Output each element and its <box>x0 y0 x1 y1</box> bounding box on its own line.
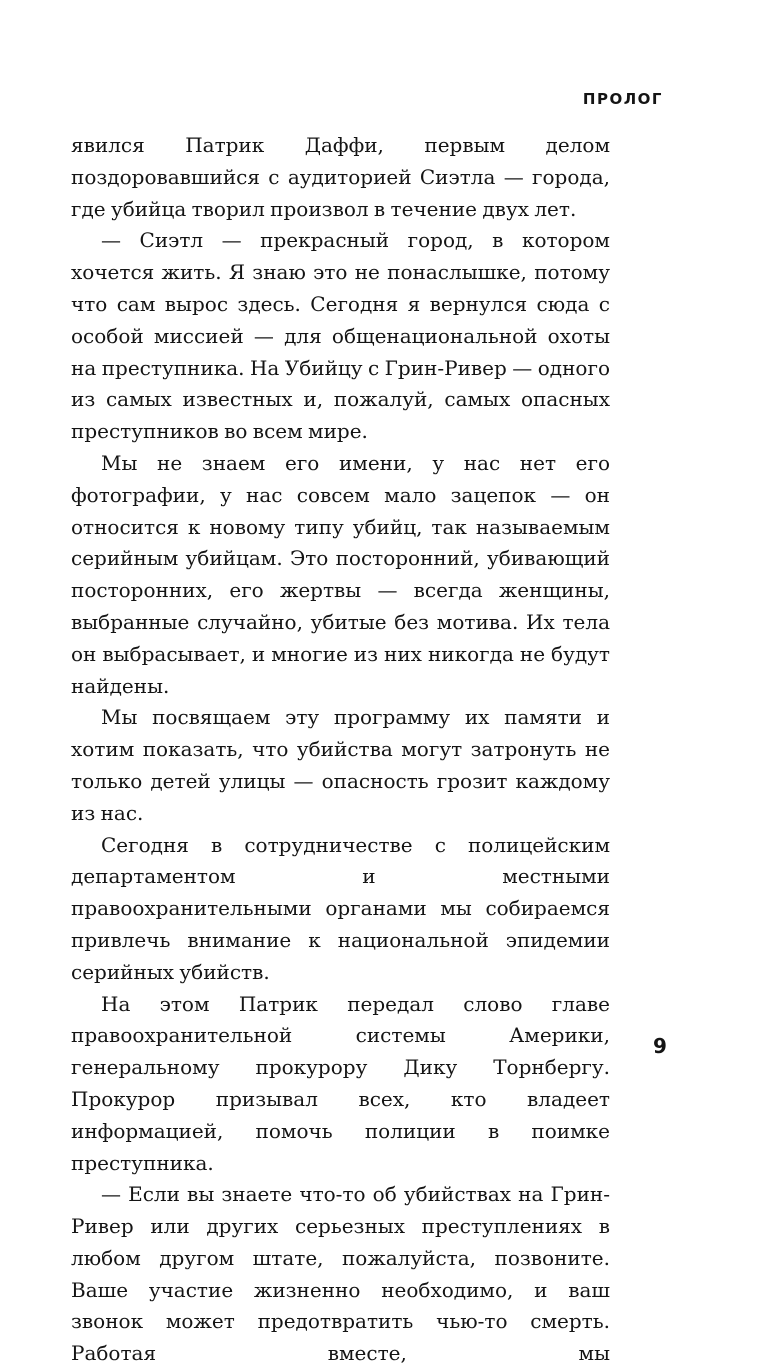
paragraph-7: — Если вы знаете что-то об убийствах на Грин-Ривер или других серьезных преступлениях в любом другом штате, пожалуйста, позвоните. Ваше участие жизненно необходимо, и ваш звонок может предотвратить чью-то смерть. Работая вместе, мы <box>71 1182 610 1366</box>
paragraph-5: Сегодня в сотрудничестве с полицейским департаментом и местными правоохранительными органами мы собираемся привлечь внимание к национальной эпидемии серийных убийств. <box>71 832 610 984</box>
body-text <box>71 130 610 1370</box>
paragraph-2: — Сиэтл — прекрасный город, в котором хочется жить. Я знаю это не понаслышке, потому что сам вырос здесь. Сегодня я вернулся сюда с особой миссией — для общенациональной охоты на преступника. На Убийцу с Грин-Ривер — одного из самых известных и, пожалуй, самых опасных преступников во всем мире. <box>71 228 610 444</box>
page-number: 9 <box>653 1034 667 1058</box>
running-head: ПРОЛОГ <box>582 90 663 108</box>
paragraph-4: Мы посвящаем эту программу их памяти и хотим показать, что убийства могут затронуть не только детей улицы — опасность грозит каждому из нас. <box>71 705 610 825</box>
paragraph-6: На этом Патрик передал слово главе правоохранительной системы Америки, генеральному прокурору Дику Торнбергу. Прокурор призывал всех, кто владеет информацией, помочь полиции в поимке преступника. <box>71 991 610 1175</box>
paragraph-1: явился Патрик Даффи, первым делом поздоровавшийся с аудиторией Сиэтла — города, где убийца творил произвол в течение двух лет. <box>71 133 610 221</box>
paragraph-3: Мы не знаем его имени, у нас нет его фотографии, у нас совсем мало зацепок — он относится к новому типу убийц, так называемым серийным убийцам. Это посторонний, убивающий посторонних, его жертвы — всегда женщины, выбранные случайно, убитые без мотива. Их тела он выбрасывает, и многие из них никогда не будут найдены. <box>71 450 610 698</box>
